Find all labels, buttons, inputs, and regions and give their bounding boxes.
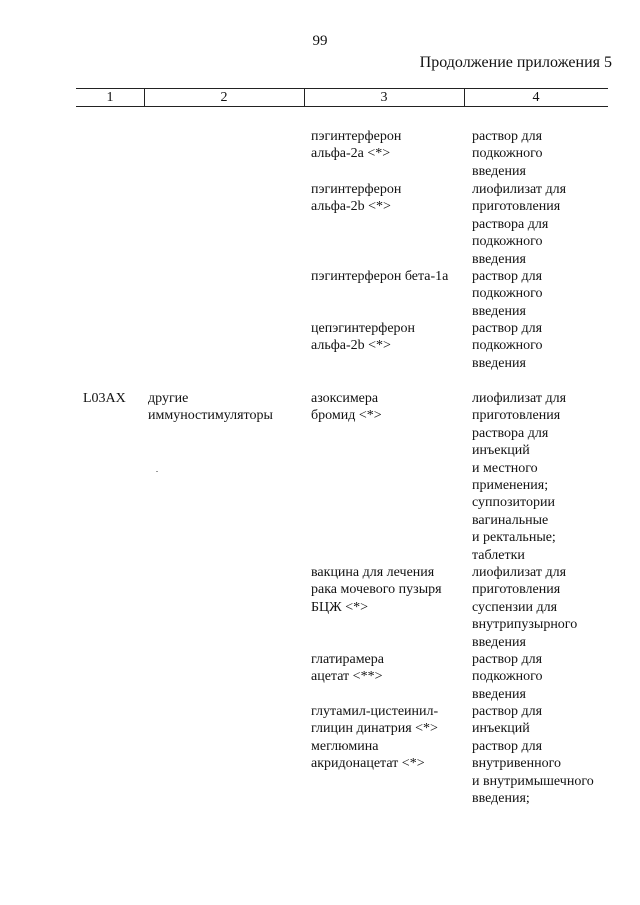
atc-code: L03AX <box>83 391 126 406</box>
group-name: другие иммуностимуляторы <box>148 391 273 424</box>
drug-name: пэгинтерферон альфа-2b <*> <box>311 182 402 215</box>
drug-name: глатирамера ацетат <**> <box>311 652 384 685</box>
scan-speck <box>156 471 158 472</box>
dosage-form: раствор для подкожного введения <box>472 269 543 319</box>
drug-name: глутамил-цистеинил- глицин динатрия <*> <box>311 704 439 737</box>
drug-name: азоксимера бромид <*> <box>311 391 382 424</box>
dosage-form: раствор для инъекций <box>472 704 543 737</box>
dosage-form: лиофилизат для приготовления суспензии для внутрипузырного введения <box>472 565 578 650</box>
dosage-form: раствор для подкожного введения <box>472 129 543 179</box>
dosage-form: лиофилизат для приготовления раствора для инъекций и местного применения; суппозитории вагинальные и ректальные; таблетки <box>472 391 567 563</box>
dosage-form: раствор для подкожного введения <box>472 652 543 702</box>
drug-name: пэгинтерферон альфа-2а <*> <box>311 129 402 162</box>
column-4-number: 4 <box>532 90 540 105</box>
drug-name: вакцина для лечения рака мочевого пузыря БЦЖ <*> <box>311 565 442 615</box>
drug-name: цепэгинтерферон альфа-2b <*> <box>311 321 416 354</box>
column-1-number: 1 <box>106 90 114 105</box>
drug-name: пэгинтерферон бета-1а <box>311 269 449 284</box>
continuation-title: Продолжение приложения 5 <box>419 54 612 71</box>
page-number: 99 <box>312 33 328 49</box>
dosage-form: раствор для внутривенного и внутримышечного введения; <box>472 739 594 807</box>
dosage-form: раствор для подкожного введения <box>472 321 543 371</box>
column-3-number: 3 <box>380 90 388 105</box>
column-2-number: 2 <box>220 90 228 105</box>
drug-name: меглюмина акридонацетат <*> <box>311 739 425 772</box>
dosage-form: лиофилизат для приготовления раствора для подкожного введения <box>472 182 567 267</box>
table-header <box>76 88 608 107</box>
